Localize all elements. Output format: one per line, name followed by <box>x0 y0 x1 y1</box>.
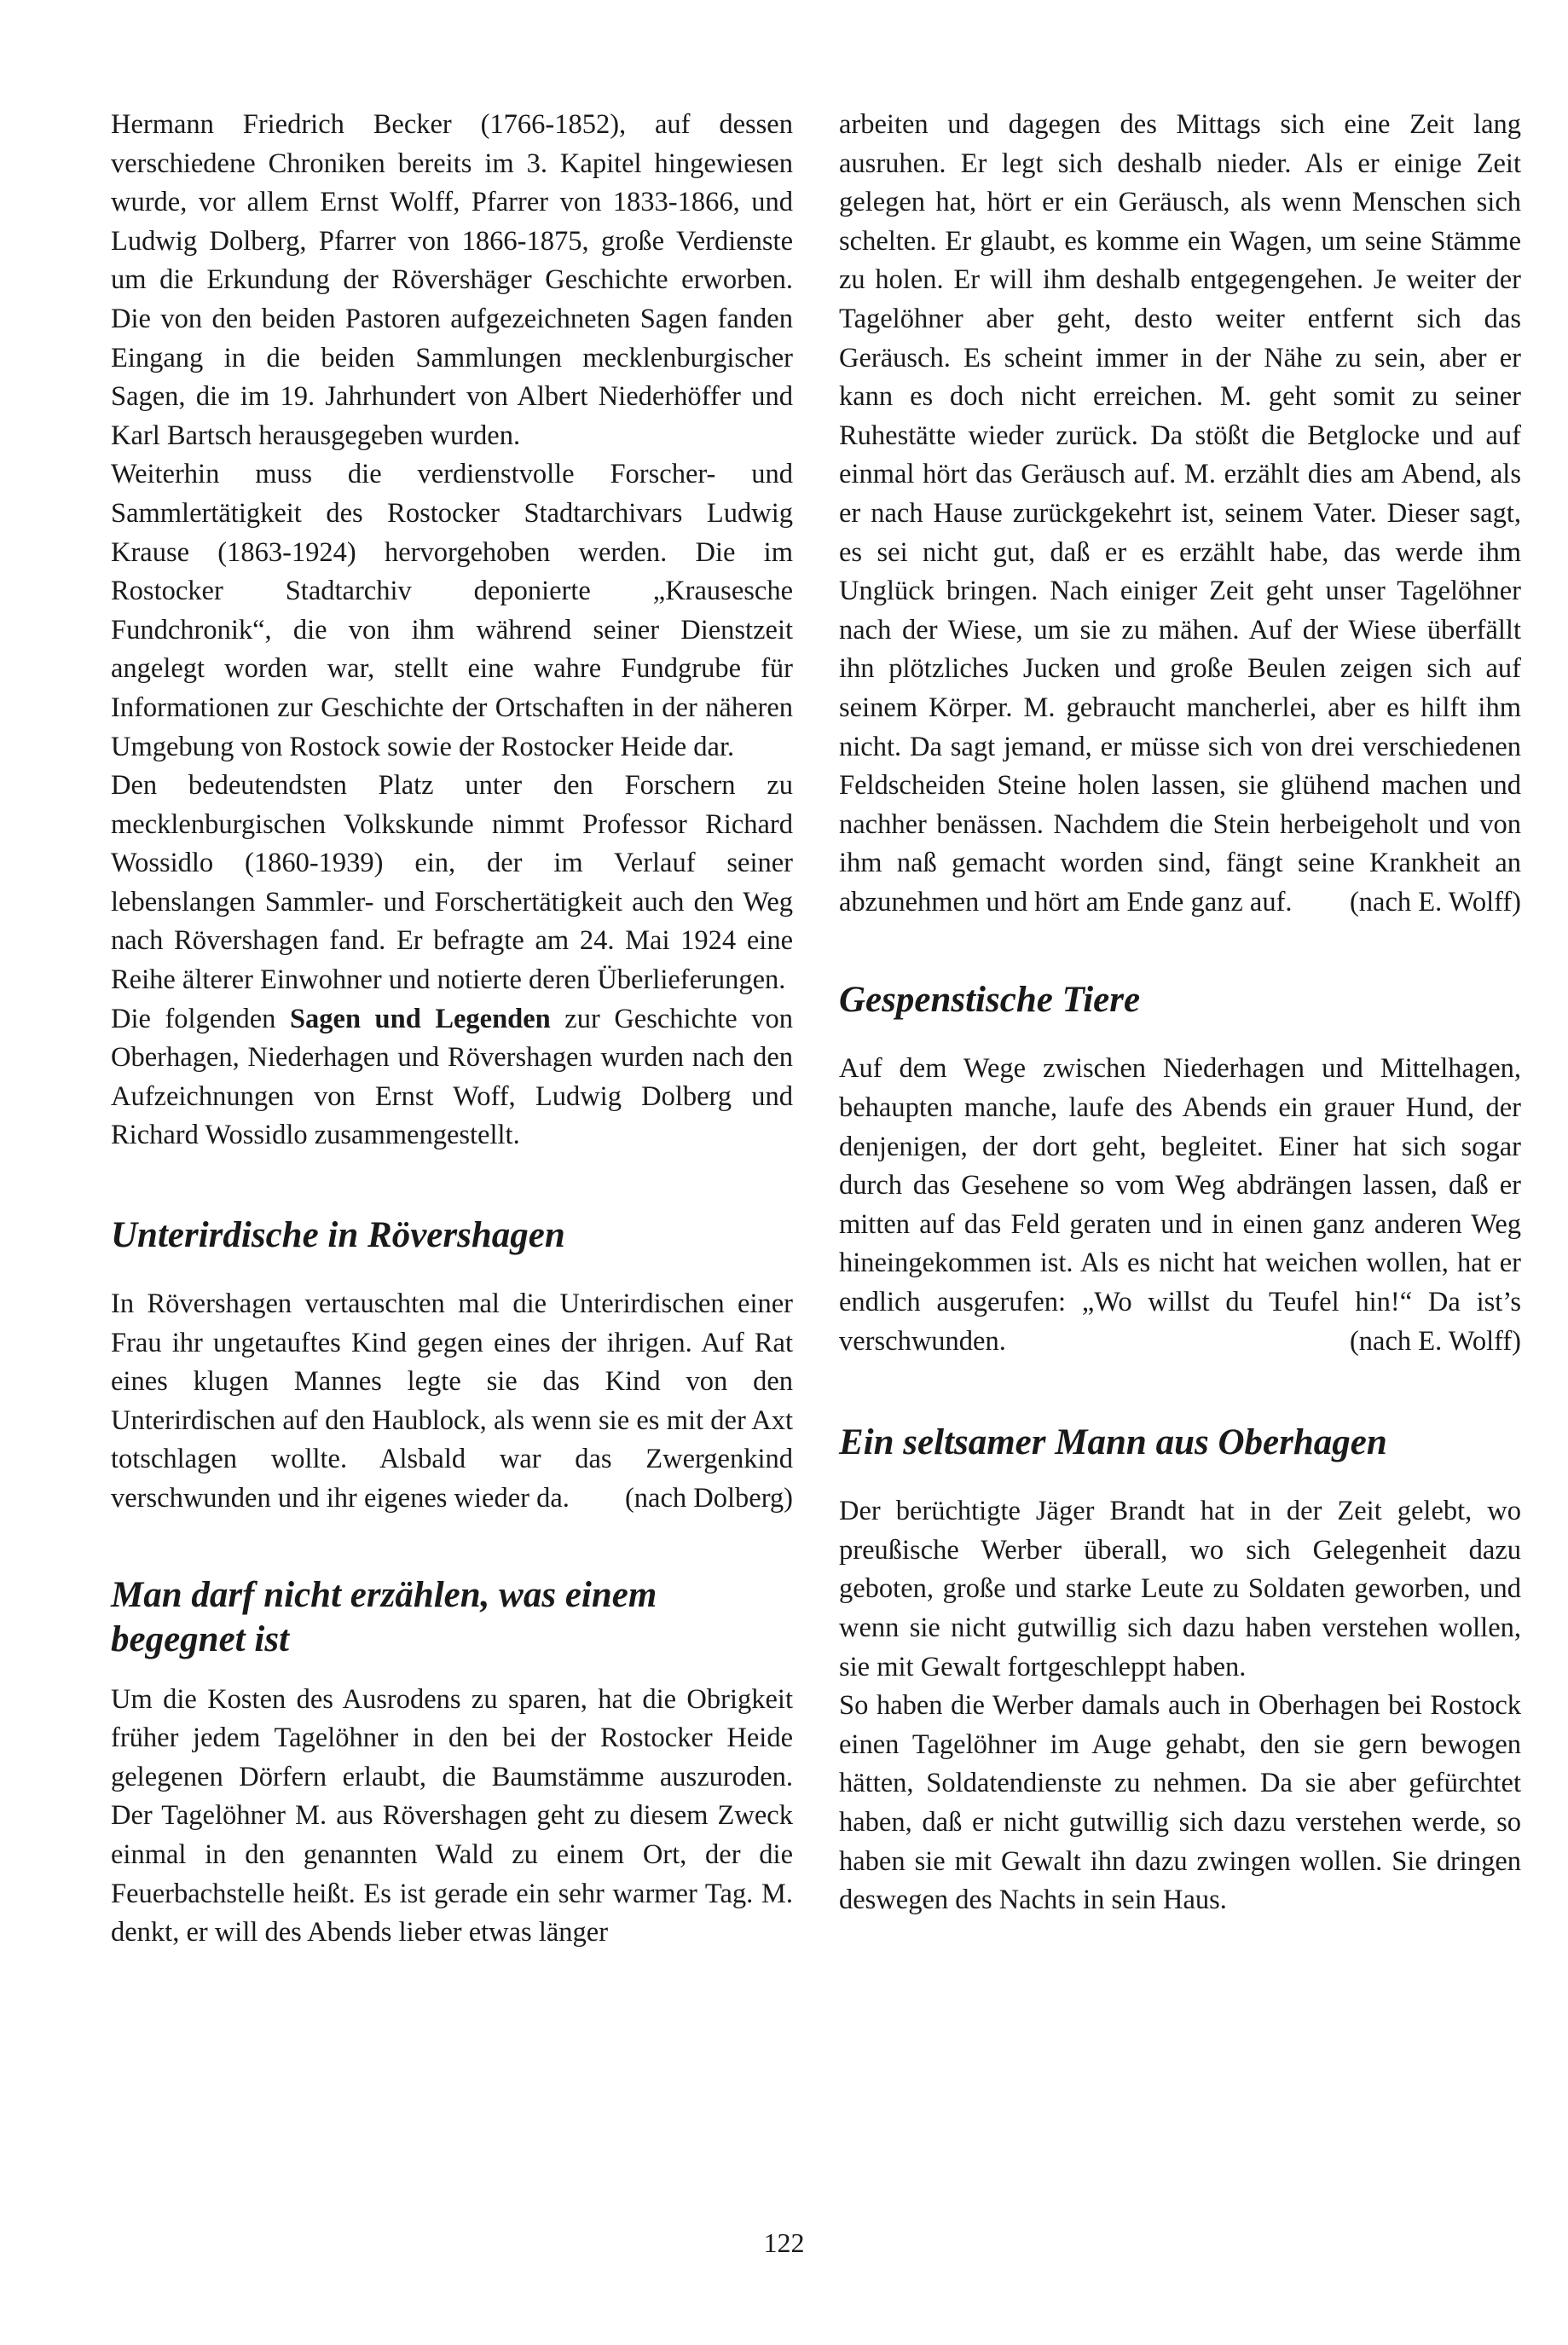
page-number: 122 <box>763 2227 805 2258</box>
story-unterirdische-text: In Rövershagen vertauschten mal die Unterirdischen einer Frau ihr ungetauftes Kind gegen eines der ihrigen. Auf Rat eines klugen Mannes legte sie das Kind von den Unterirdischen auf den Haublock, als wenn sie es mit der Axt totschlagen wollte. Alsbald war das Zwergenkind verschwunden und ihr eigenes wieder da. <box>111 1288 793 1514</box>
bold-term: Sagen und Legenden <box>289 1003 551 1034</box>
intro-paragraph-3: Den bedeutendsten Platz unter den Forschern zu mecklenburgischen Volkskunde nimmt Professor Richard Wossidlo (1860-1939) ein, der im Verlauf seiner lebenslangen Sammler- und Forschertätigkeit auch den Weg nach Rövershagen fand. Er befragte am 24. Mai 1924 eine Reihe älterer Einwohner und notierte deren Überlieferungen. <box>111 770 793 996</box>
left-column <box>111 106 793 1953</box>
source-dolberg: (nach Dolberg) <box>624 1483 793 1514</box>
story-gespenstische-tiere-text: Auf dem Wege zwischen Niederhagen und Mittelhagen, behaupten manche, laufe des Abends ein grauer Hund, der denjenigen, der dort geht, begleitet. Einer hat sich sogar durch das Gesehene so vom Weg abdrängen lassen, daß er mitten auf das Feld geraten und in einen ganz anderen Weg hineingekommen ist. Als es nicht hat weichen wollen, hat er endlich ausgerufen: „Wo willst du Teufel hin!“ Da ist’s verschwunden. <box>839 1053 1521 1357</box>
right-column <box>839 106 1521 1920</box>
story-continuation-text: arbeiten und dagegen des Mittags sich eine Zeit lang ausruhen. Er legt sich deshalb nieder. Als er einige Zeit gelegen hat, hört er ein Geräusch, als wenn Menschen sich schelten. Er glaubt, es komme ein Wagen, um seine Stämme zu holen. Er will ihm deshalb entgegengehen. Je weiter der Tagelöhner aber geht, desto weiter entfernt sich das Geräusch. Es scheint immer in der Nähe zu sein, aber er kann es doch nicht erreichen. M. geht somit zu seiner Ruhestätte wieder zurück. Da stößt die Betglocke und auf einmal hört das Geräusch auf. M. erzählt dies am Abend, als er nach Hause zurückgekehrt ist, seinem Vater. Dieser sagt, es sei nicht gut, daß er es erzählt habe, das werde ihm Unglück bringen. Nach einiger Zeit geht unser Tagelöhner nach der Wiese, um sie zu mähen. Auf der Wiese überfällt ihn plötzliches Jucken und große Beulen zeigen sich auf seinem Körper. M. gebraucht mancherlei, aber es hilft ihm nicht. Da sagt jemand, er müsse sich von drei verschiedenen Feldscheiden Steine holen lassen, sie glühend machen und nachher benässen. Nachdem die Stein herbeigeholt und von ihm naß gemacht worden sind, fängt seine Krankheit an abzunehmen und hört am Ende ganz auf. <box>839 109 1521 918</box>
source-wolff-1: (nach E. Wolff) <box>1349 886 1521 918</box>
intro-paragraph-4 <box>111 1000 793 1155</box>
heading-seltsamer-mann: Ein seltsamer Mann aus Oberhagen <box>839 1422 1387 1463</box>
story-gespenstische-tiere <box>839 1050 1521 1361</box>
final-text-pre: Die folgenden <box>111 1003 290 1034</box>
story-unterirdische <box>111 1285 793 1519</box>
source-wolff-2: (nach E. Wolff) <box>1349 1325 1521 1357</box>
intro-paragraph-2: Weiterhin muss die verdienstvolle Forscher- und Sammlertätigkeit des Rostocker Stadtarchivars Ludwig Krause (1863-1924) hervorgehoben werden. Die im Rostocker Stadtarchiv deponierte „Krausesche Fundchronik“, die von ihm während seiner Dienstzeit angelegt worden war, stellt eine wahre Fundgrube für Informationen zur Geschichte der Ortschaften in der näheren Umgebung von Rostock sowie der Rostocker Heide dar. <box>111 459 793 762</box>
story-seltsamer-mann-2: So haben die Werber damals auch in Oberhagen bei Rostock einen Tagelöhner im Auge gehabt, den sie gern bewogen hätten, Soldatendienste zu nehmen. Da sie aber gefürchtet haben, daß er nicht gutwillig sich dazu verstehen werde, so haben sie mit Gewalt ihn dazu zwingen wollen. Sie dringen deswegen des Nachts in sein Haus. <box>839 1690 1521 1916</box>
story-continuation <box>839 106 1521 922</box>
final-text-post: zur Geschichte von Oberhagen, Niederhagen und Rövershagen wurden nach den Aufzeichnungen von Ernst Woff, Ludwig Dolberg und Richard Wossidlo zusammengestellt. <box>111 1003 793 1151</box>
heading-unterirdische: Unterirdische in Rövershagen <box>111 1215 565 1256</box>
story-man-darf-nicht: Um die Kosten des Ausrodens zu sparen, hat die Obrigkeit früher jedem Tagelöhner in den bei der Rostocker Heide gelegenen Dörfern erlaubt, die Baumstämme auszuroden. Der Tagelöhner M. aus Rövershagen geht zu diesem Zweck einmal in den genannten Wald zu einem Ort, der die Feuerbachstelle heißt. Es ist gerade ein sehr warmer Tag. M. denkt, er will des Abends lieber etwas länger <box>111 1683 793 1948</box>
intro-paragraph-1: Hermann Friedrich Becker (1766-1852), auf dessen verschiedene Chroniken bereits im 3. Kapitel hingewiesen wurde, vor allem Ernst Wolff, Pfarrer von 1833-1866, und Ludwig Dolberg, Pfarrer von 1866-1875, große Verdienste um die Erkundung der Rövershäger Geschichte erworben. Die von den beiden Pastoren aufgezeichneten Sagen fanden Eingang in die beiden Sammlungen mecklenburgischer Sagen, die im 19. Jahrhundert von Albert Niederhöffer und Karl Bartsch herausgegeben wurden. <box>111 109 793 451</box>
heading-man-darf-nicht: Man darf nicht erzählen, was einem begegnet ist <box>111 1574 657 1659</box>
story-seltsamer-mann-1: Der berüchtigte Jäger Brandt hat in der Zeit gelebt, wo preußische Werber überall, wo sich Gelegenheit dazu geboten, große und starke Leute zu Soldaten geworben, und wenn sie nicht gutwillig sich dazu haben verstehen wollen, sie mit Gewalt fortgeschleppt haben. <box>839 1496 1521 1682</box>
heading-gespenstische-tiere: Gespenstische Tiere <box>839 980 1141 1021</box>
